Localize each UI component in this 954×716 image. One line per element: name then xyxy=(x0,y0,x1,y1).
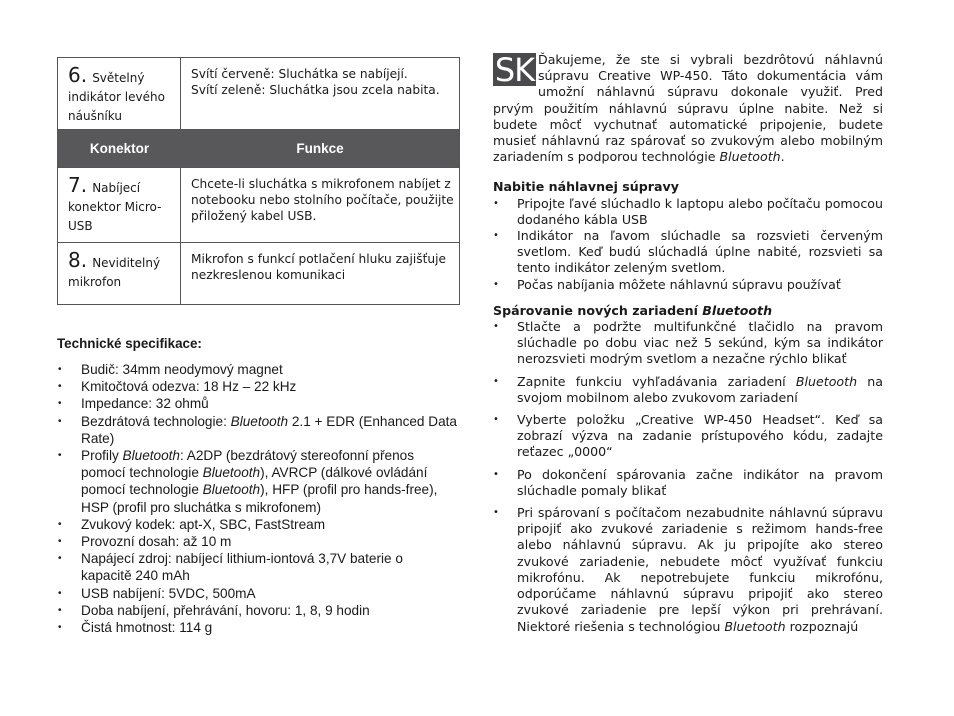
table-label-cell xyxy=(58,168,181,242)
specs-list xyxy=(57,361,457,636)
list-item: • Čistá hmotnost: 114 g xyxy=(57,619,457,636)
list-item: • Kmitočtová odezva: 18 Hz – 22 kHz xyxy=(57,378,457,395)
list-item: • Bezdrátová technologie: Bluetooth 2.1 + EDR (Enhanced Data Rate) xyxy=(57,413,457,447)
list-item: • Indikátor na ľavom slúchadle sa rozsvieti červeným svetlom. Keď budú slúchadlá úplne nabité, rozsvieti sa tento indikátor zeleným svetlom. xyxy=(493,228,883,277)
item-description: Svítí červeně: Sluchátka se nabíjejí. Svítí zeleně: Sluchátka jsou zcela nabita. xyxy=(191,67,440,97)
item-description: Mikrofon s funkcí potlačení hluku zajišťuje nezkreslenou komunikaci xyxy=(191,252,446,282)
list-item: • Pripojte ľavé slúchadlo k laptopu alebo počítaču pomocou dodaného kábla USB xyxy=(493,196,883,228)
list-item: • Stlačte a podržte multifunkčné tlačidlo na pravom slúchadle po dobu viac než 5 sekúnd, kým sa indikátor nerozsvieti modrým svetlom a nezačne rýchlo blikať xyxy=(493,319,883,368)
table-row xyxy=(58,243,459,304)
list-item: • USB nabíjení: 5VDC, 500mA xyxy=(57,585,457,602)
list-item: • Doba nabíjení, přehrávání, hovoru: 1, 8, 9 hodin xyxy=(57,602,457,619)
header-connector: Konektor xyxy=(89,141,150,156)
pairing-list xyxy=(493,319,883,635)
list-item: • Zapnite funkciu vyhľadávania zariadení Bluetooth na svojom mobilnom alebo zvukovom zariadení xyxy=(493,374,883,406)
intro-paragraph: Ďakujeme, že ste si vybrali bezdrôtovú náhlavnú súpravu Creative WP-450. Táto dokumentácia vám umožní náhlavnú súpravu dokonale využiť. Pred prvým použitím náhlavnú súpravu úplne nabite. Než si budete môcť vychutnať automatické pripojenie, budete musieť náhlavnú raz spárovať so zvukovým alebo mobilným zariadením s podporou technológie Bluetooth. xyxy=(493,52,883,165)
item-description: Chcete-li sluchátka s mikrofonem nabíjet z notebooku nebo stolního počítače, použijte přiložený kabel USB. xyxy=(191,177,454,223)
list-item: • Pri spárovaní s počítačom nezabudnite náhlavnú súpravu pripojiť ako zvukové zariadenie s režimom hands-free alebo náhlavnú súpravu. Ak ju pripojíte ako stereo zvukové zariadenie, nebudete môcť využívať funkciu mikrofónu. Ak nepotrebujete funkciu mikrofónu, odporúčame náhlavnú súpravu pripojiť ako stereo zvukové zariadenie pre lepší výkon pri prehrávaní. Niektoré riešenia s technológiou Bluetooth rozpoznajú xyxy=(493,505,883,635)
list-item: • Budič: 34mm neodymový magnet xyxy=(57,361,457,378)
tech-specs xyxy=(57,336,457,636)
list-item: • Po dokončení spárovania začne indikátor na pravom slúchadle pomaly blikať xyxy=(493,467,883,499)
connector-table xyxy=(57,57,460,305)
charging-heading: Nabitie náhlavnej súpravy xyxy=(493,179,679,195)
sk-section xyxy=(493,52,883,641)
charging-list xyxy=(493,196,883,293)
table-row xyxy=(58,168,459,243)
pairing-heading: Spárovanie nových zariadení Bluetooth xyxy=(493,302,773,318)
item-number: 8. xyxy=(68,248,88,272)
table-header xyxy=(58,130,459,168)
item-label: Nabíjecí konektor Micro-USB xyxy=(68,181,162,233)
list-item: • Profily Bluetooth: A2DP (bezdrátový stereofonní přenos pomocí technologie Bluetooth), AVRCP (dálkové ovládání pomocí technologie Bluetooth), HFP (profil pro hands-free), HSP (profil pro sluchátka s mikrofonem) xyxy=(57,447,457,516)
list-item: • Počas nabíjania môžete náhlavnú súpravu používať xyxy=(493,277,883,293)
specs-title: Technické specifikace: xyxy=(57,336,202,351)
list-item: • Zvukový kodek: apt-X, SBC, FastStream xyxy=(57,516,457,533)
item-label: Neviditelný mikrofon xyxy=(68,256,161,289)
table-label-cell xyxy=(58,243,181,304)
list-item: • Vyberte položku „Creative WP-450 Headset“. Keď sa zobrazí výzva na zadanie prístupového kódu, zadajte reťazec „0000“ xyxy=(493,412,883,461)
list-item: • Impedance: 32 ohmů xyxy=(57,395,457,412)
table-label-cell xyxy=(58,58,181,129)
item-number: 6. xyxy=(68,63,88,87)
header-function: Funkce xyxy=(296,141,344,156)
table-row xyxy=(58,58,459,130)
language-badge: SK xyxy=(494,51,535,89)
item-label: Světelný indikátor levého náušníku xyxy=(68,71,165,123)
list-item: • Provozní dosah: až 10 m xyxy=(57,533,457,550)
list-item: • Napájecí zdroj: nabíjecí lithium-iontová 3,7V baterie o kapacitě 240 mAh xyxy=(57,550,457,584)
item-number: 7. xyxy=(68,173,88,197)
